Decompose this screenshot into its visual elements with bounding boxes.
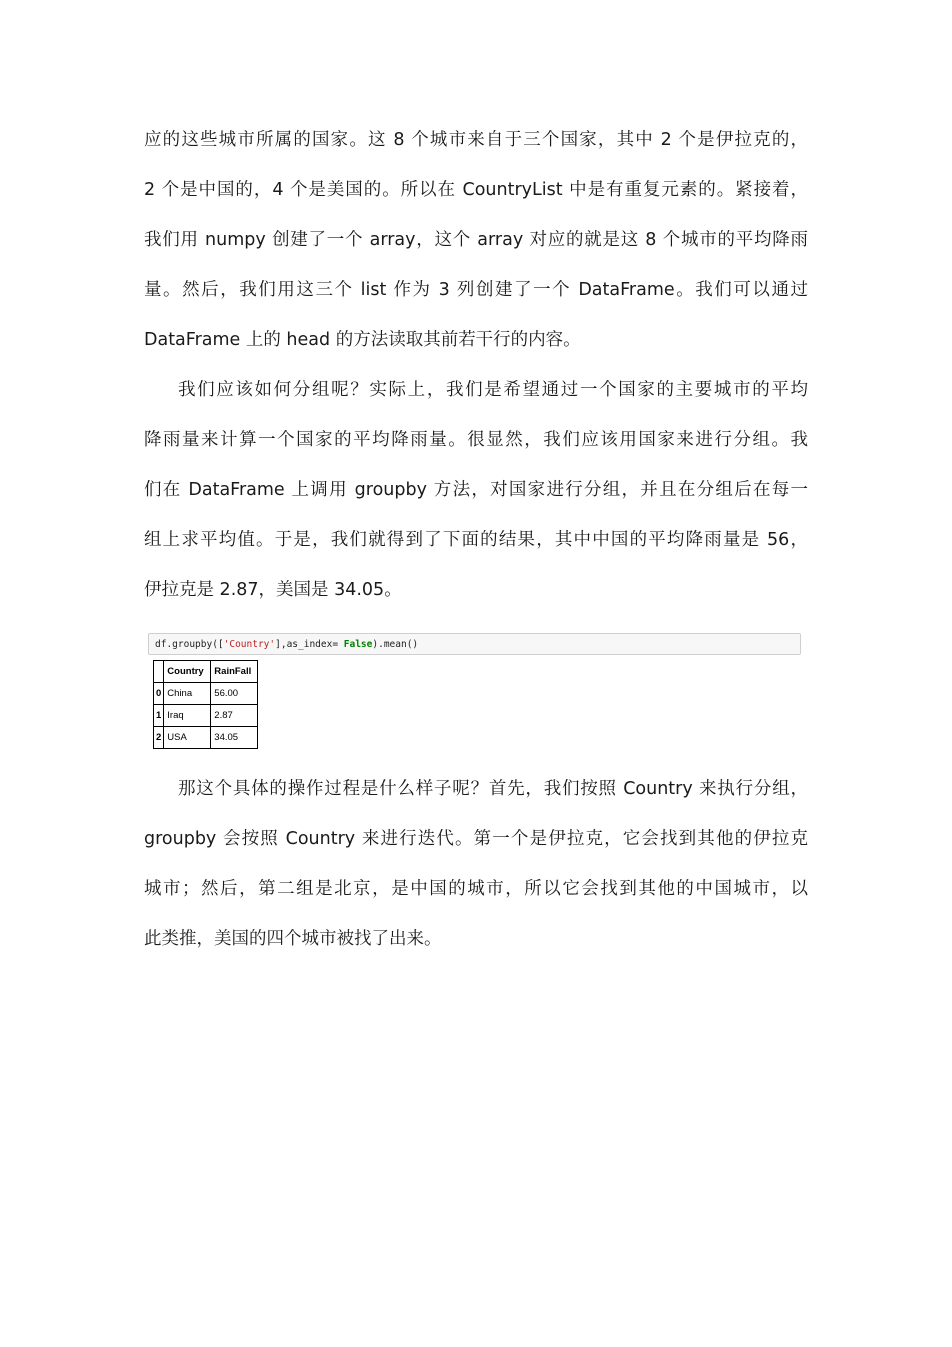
paragraph-line: DataFrame 上的 head 的方法读取其前若干行的内容。	[144, 330, 581, 350]
code-keyword-token: False	[343, 639, 373, 650]
paragraph-line: 们在 DataFrame 上调用 groupby 方法，对国家进行分组，并且在分组后在每一	[144, 480, 808, 500]
paragraph-line: 组上求平均值。于是，我们就得到了下面的结果，其中中国的平均降雨量是 56，	[144, 530, 808, 550]
code-middle: ],as_index=	[275, 639, 344, 650]
paragraph-line: 应的这些城市所属的国家。这 8 个城市来自于三个国家，其中 2 个是伊拉克的，	[144, 130, 808, 150]
paragraph-2	[144, 365, 808, 615]
row-index: 2	[154, 727, 164, 749]
row-index: 1	[154, 705, 164, 727]
paragraph-line: 城市；然后，第二组是北京，是中国的城市，所以它会找到其他的中国城市，以	[144, 879, 808, 899]
paragraph-3	[144, 764, 808, 964]
code-string-token: 'Country'	[223, 639, 276, 650]
paragraph-line: 那这个具体的操作过程是什么样子呢？首先，我们按照 Country 来执行分组，	[178, 779, 808, 799]
cell-rainfall: 34.05	[211, 727, 258, 749]
code-prefix: df.groupby([	[155, 639, 224, 650]
table-header-row	[154, 661, 258, 683]
paragraph-line: 此类推，美国的四个城市被找了出来。	[144, 929, 442, 949]
cell-rainfall: 2.87	[211, 705, 258, 727]
cell-country: Iraq	[164, 705, 211, 727]
code-suffix: ).mean()	[372, 639, 419, 650]
paragraph-line: 我们应该如何分组呢？实际上，我们是希望通过一个国家的主要城市的平均	[178, 380, 808, 400]
cell-country: USA	[164, 727, 211, 749]
paragraph-line: 我们用 numpy 创建了一个 array，这个 array 对应的就是这 8 个城市的平均降雨	[144, 230, 808, 250]
index-header	[154, 661, 164, 683]
column-header-country: Country	[164, 661, 211, 683]
paragraph-line: 2 个是中国的，4 个是美国的。所以在 CountryList 中是有重复元素的。紧接着，	[144, 180, 808, 200]
notebook-figure	[148, 633, 801, 749]
cell-rainfall: 56.00	[211, 683, 258, 705]
code-cell	[148, 633, 801, 655]
row-index: 0	[154, 683, 164, 705]
paragraph-line: 降雨量来计算一个国家的平均降雨量。很显然，我们应该用国家来进行分组。我	[144, 430, 808, 450]
result-table	[153, 660, 258, 749]
paragraph-line: 伊拉克是 2.87，美国是 34.05。	[144, 580, 402, 600]
paragraph-1	[144, 115, 808, 365]
table-row	[154, 727, 258, 749]
paragraph-line: groupby 会按照 Country 来进行迭代。第一个是伊拉克，它会找到其他的伊拉克	[144, 829, 808, 849]
table-row	[154, 705, 258, 727]
cell-country: China	[164, 683, 211, 705]
paragraph-line: 量。然后，我们用这三个 list 作为 3 列创建了一个 DataFrame。我们可以通过	[144, 280, 808, 300]
column-header-rainfall: RainFall	[211, 661, 258, 683]
table-row	[154, 683, 258, 705]
